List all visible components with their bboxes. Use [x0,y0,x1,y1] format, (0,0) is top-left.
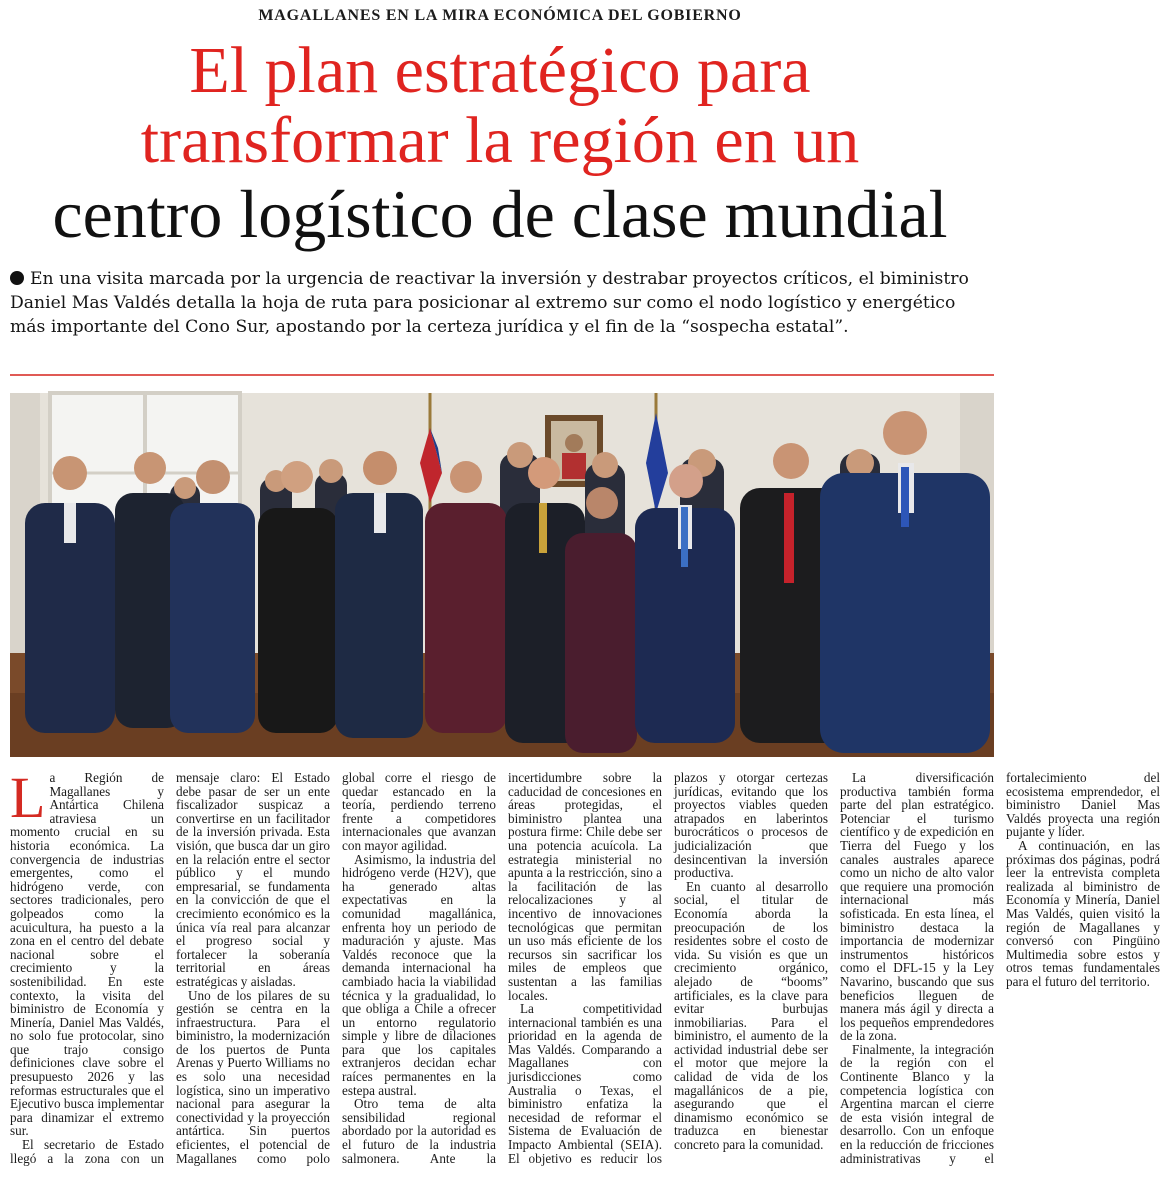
article-paragraph: Uno de los pilares de su gestión se centra en la infraestructura. Para el biministro, la modernización de los puertos de Punta Arenas y Puerto Williams no es solo una necesidad logística, sino un imperativo nacional para asegurar la conectividad y la proyección antártica. Sin puertos eficientes, el potencial de Magallanes como polo global corre el riesgo de quedar estancado en la teoría, perdiendo terreno frente a competidores internacionales que avanzan con mayor agilidad. [176,770,496,1166]
article-paragraph: La diversificación productiva también forma parte del plan estratégico. Potenciar el turismo científico y de expedición en Tierra del Fuego y los canales australes aparece como un nicho de alto valor que requiere una promoción internacional más sofisticada. En esta línea, el biministro destaca la importancia de modernizar instrumentos históricos como el DFL-15 y la Ley Navarino, buscando que sus beneficios lleguen de manera más ágil y directa a los pequeños emprendedores de la zona. [840,770,994,1044]
article-paragraph: El secretario de Estado llegó a la zona con un mensaje claro: El Estado debe pasar de ser un ente fiscalizador suspicaz a convertirse en un facilitador de la inversión privada. Esta visión, que busca dar un giro en la relación entre el sector público y el mundo empresarial, se fundamenta en la convicción de que el crecimiento económico es la única vía real para alcanzar el progreso social y fortalecer la soberanía territorial en áreas estratégicas y aisladas. [10,770,330,1166]
article-paragraph: Otro tema de alta sensibilidad regional abordado por la autoridad es el futuro de la industria salmonera. Ante la incertidumbre sobre la caducidad de concesiones en áreas protegidas, el biministro plantea una postura firme: Chile debe ser una potencia acuícola. La estrategia ministerial no apunta a la restricción, sino a la facilitación de las relocalizaciones y al incentivo de innovaciones tecnológicas que permitan un uso más eficiente de los recursos sin sacrificar los miles de empleos que sustentan a las familias locales. [342,770,662,1166]
article-paragraph [10,765,164,1139]
article-paragraph: Finalmente, la integración de la región con el Continente Blanco y la competencia logística con Argentina marcan el cierre de esta visión integral de desarrollo. Con un enfoque en la reducción de fricciones administrativas y el fortalecimiento del ecosistema emprendedor, el biministro Daniel Mas Valdés proyecta una región pujante y líder. [840,770,1160,1166]
bullet-icon [10,271,24,285]
dropcap: L [10,765,46,830]
paragraph-text: a Región de Magallanes y Antártica Chilena atraviesa un momento crucial en su historia económica. La convergencia de industrias emergentes, como el hidrógeno verde, con sectores tradicionales, pero golpeados como la acuicultura, ha puesto a la zona en el centro del debate nacional sobre el crecimiento y la sostenibilidad. En este contexto, la visita del biministro de Economía y Minería, Daniel Mas Valdés, no solo fue protocolar, sino que trajo consigo definiciones clave sobre el presupuesto 2026 y las reformas estructurales que el Ejecutivo busca implementar para dinamizar el extremo sur. [10,770,164,1139]
lede-text: En una visita marcada por la urgencia de reactivar la inversión y destrabar proyectos críticos, el biministro Daniel Mas Valdés detalla la hoja de ruta para posicionar al extremo sur como el nodo logístico y energético más importante del Cono Sur, apostando por la certeza jurídica y el fin de la “sospecha estatal”. [10,269,969,337]
article-paragraph: A continuación, en las próximas dos páginas, podrá leer la entrevista completa realizada al biministro de Economía y Minería, Daniel Mas Valdés, quien visitó la región de Magallanes y conversó con Pingüino Multimedia sobre estos y otros temas fundamentales para el futuro del territorio. [1006,837,1160,989]
divider-rule [10,374,994,376]
article-paragraph: La competitividad internacional también es una prioridad en la agenda de Mas Valdés. Comparando a Magallanes con jurisdicciones como Australia o Texas, el biministro enfatiza la necesidad de reformar el Sistema de Evaluación de Impacto Ambiental (SEIA). El objetivo es reducir los plazos y otorgar certezas jurídicas, evitando que los proyectos viables queden atrapados en laberintos burocráticos o procesos de judicialización que desincentivan la inversión productiva. [508,770,828,1166]
section-kicker: MAGALLANES EN LA MIRA ECONÓMICA DEL GOBIERNO [258,7,742,24]
headline-line-2: transformar la región en un [140,104,860,177]
lede-paragraph [10,267,994,339]
article-body [10,765,1160,1171]
article-paragraph: En cuanto al desarrollo social, el titular de Economía aborda la preocupación de los residentes sobre el costo de vida. Su visión es que un crecimiento orgánico, alejado de “booms” artificiales, es la clave para evitar burbujas inmobiliarias. Para el biministro, el aumento de la actividad industrial debe ser el motor que mejore la calidad de vida de los magallánicos de a pie, asegurando que el dinamismo económico se traduzca en bienestar concreto para la comunidad. [674,878,828,1153]
headline-line-3: centro logístico de clase mundial [52,176,948,252]
group-photo-icon [10,393,994,757]
article-paragraph: Asimismo, la industria del hidrógeno verde (H2V), que ha generado altas expectativas en la comunidad magallánica, enfrenta hoy un periodo de maduración y ajuste. Mas Valdés reconoce que la demanda internacional ha cambiado hacia la viabilidad técnica y la gradualidad, lo que obliga a Chile a ofrecer un entorno regulatorio simple y libre de dilaciones para que los capitales extranjeros decidan echar raíces permanentes en la estepa austral. [342,851,496,1098]
headline-line-1: El plan estratégico para [189,34,811,107]
group-photo [10,393,994,757]
